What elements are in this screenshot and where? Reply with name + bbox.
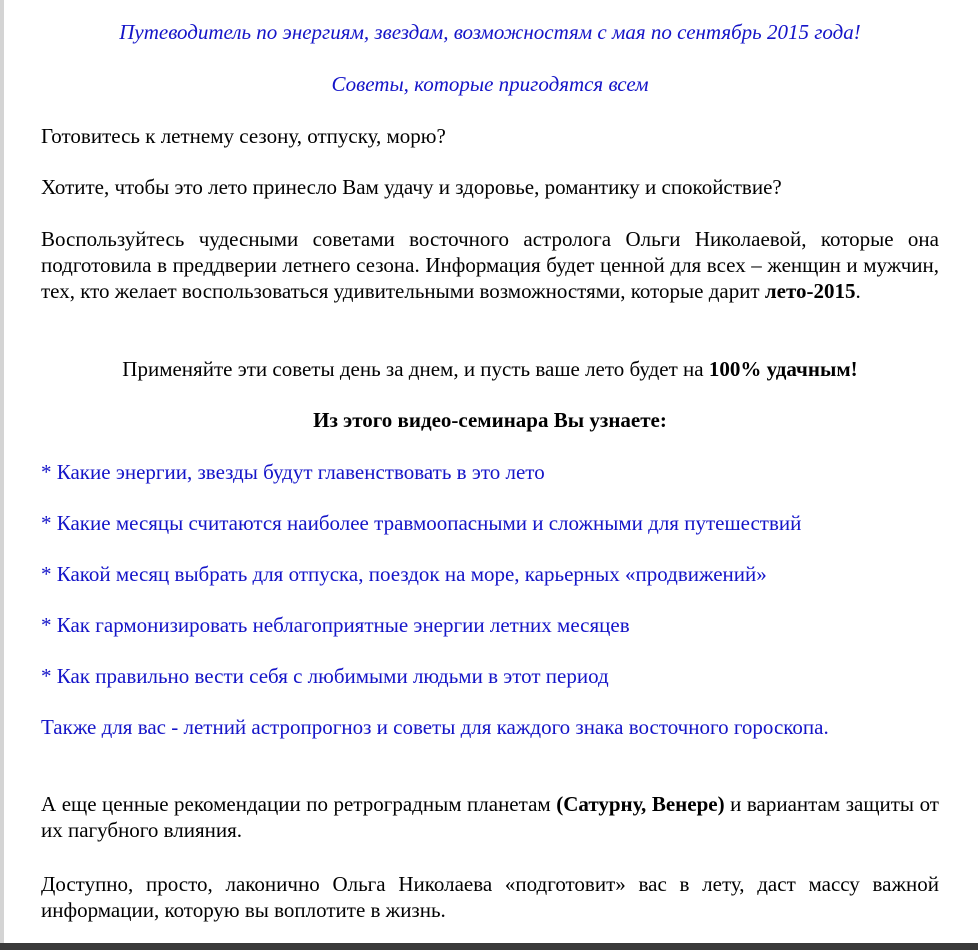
- retrograde-end: и вариантам защиты от их пагубного влияния.: [41, 792, 939, 842]
- bullet-item: * Какой месяц выбрать для отпуска, поездок на море, карьерных «продвижений»: [41, 562, 767, 586]
- document-title: Путеводитель по энергиям, звездам, возможностям с мая по сентябрь 2015 года!: [119, 20, 861, 44]
- intro-question-2: Хотите, чтобы это лето принесло Вам удачу и здоровье, романтику и спокойствие?: [41, 175, 782, 199]
- summer-2015-bold: лето-2015: [764, 279, 856, 303]
- bullet-item: * Как гармонизировать неблагоприятные энергии летних месяцев: [41, 613, 630, 637]
- apply-advice-text: Применяйте эти советы день за днем, и пусть ваше лето будет на: [122, 357, 709, 381]
- apply-advice-paragraph: [41, 356, 939, 382]
- intro-question-1: Готовитесь к летнему сезону, отпуску, морю?: [41, 124, 446, 148]
- astrologer-paragraph-end: .: [855, 279, 861, 303]
- final-paragraph: Доступно, просто, лаконично Ольга Николаева «подготовит» вас в лету, даст массу важной информации, которую вы воплотите в жизнь.: [41, 872, 939, 922]
- horoscope-paragraph: Также для вас - летний астропрогноз и советы для каждого знака восточного гороскопа.: [41, 715, 829, 739]
- document-subtitle: Советы, которые пригодятся всем: [331, 72, 649, 96]
- seminar-heading: Из этого видео-семинара Вы узнаете:: [313, 408, 667, 432]
- window-bottom-edge: [0, 943, 978, 950]
- retrograde-text: А еще ценные рекомендации по ретроградным планетам: [41, 792, 557, 816]
- bullet-item: * Как правильно вести себя с любимыми людьми в этот период: [41, 664, 609, 688]
- astrologer-paragraph-text: Воспользуйтесь чудесными советами восточного астролога Ольги Николаевой, которые она подготовила в преддверии летнего сезона. Информация будет ценной для всех – женщин и мужчин, тех, кто желает воспользоваться удивительными возможностями, которые дарит: [41, 227, 939, 303]
- planets-bold: (Сатурну, Венере): [556, 792, 725, 816]
- astrologer-paragraph: [41, 226, 939, 304]
- retrograde-paragraph: [41, 791, 939, 843]
- bullet-item: * Какие месяцы считаются наиболее травмоопасными и сложными для путешествий: [41, 511, 802, 535]
- success-bold: 100% удачным!: [708, 357, 858, 381]
- bullet-item: * Какие энергии, звезды будут главенствовать в это лето: [41, 460, 545, 484]
- page-left-border: [0, 0, 4, 945]
